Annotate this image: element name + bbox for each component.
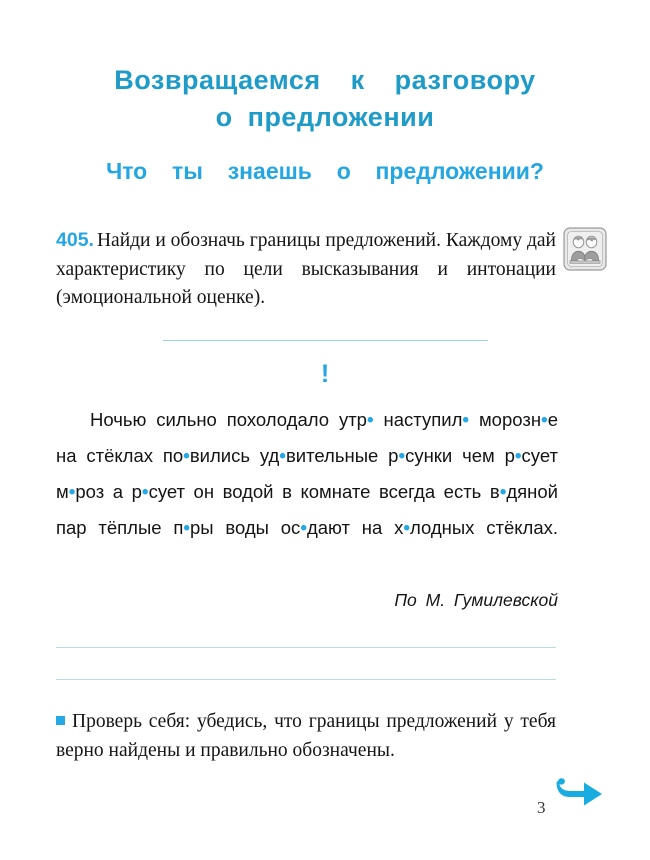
missing-letter-dot: •: [541, 410, 548, 431]
passage-segment: дяной пар тёплые п: [56, 481, 558, 538]
missing-letter-dot: •: [279, 446, 286, 467]
passage-segment: сунки чем р: [405, 445, 515, 466]
passage-segment: наступил: [373, 409, 463, 430]
passage-segment: сует он водой в комнате всегда есть в: [148, 481, 500, 502]
section-divider-rule: [163, 340, 488, 341]
square-bullet-icon: [56, 716, 65, 725]
passage-block: [56, 402, 558, 581]
passage-segment: е на стёклах по: [56, 409, 558, 466]
attention-exclamation-icon: !: [320, 360, 330, 388]
exercise-block: [56, 226, 556, 313]
writing-line-2: [56, 679, 556, 680]
exercise-instruction-text: Найди и обозначь границы предложений. Каждому дай характеристику по цели высказывания и интонации (эмоциональной оценке).: [56, 230, 556, 309]
passage-segment: лодных стёклах.: [409, 517, 559, 538]
page-title: [55, 62, 595, 137]
passage-attribution: По М. Гумилевской: [394, 590, 558, 610]
page-number: 3: [537, 798, 546, 817]
passage-segment: сует м: [56, 445, 558, 502]
page-title-line-2: о предложении: [215, 102, 435, 133]
missing-letter-dot: •: [141, 482, 149, 503]
exercise-instruction: [56, 226, 556, 313]
writing-line-1: [56, 647, 556, 648]
passage-segment: вились уд: [189, 445, 280, 466]
page-title-line-1: Возвращаемся к разговору: [114, 65, 536, 95]
passage-segment: Ночью сильно похолодало утр: [90, 409, 367, 430]
passage-segment: ры воды ос: [190, 517, 301, 538]
page-subtitle: Что ты знаешь о предложении?: [106, 158, 544, 184]
passage-text: [56, 402, 558, 581]
missing-letter-dot: •: [499, 482, 507, 503]
missing-letter-dot: •: [514, 446, 522, 467]
exercise-number: 405.: [56, 229, 94, 251]
self-check-text: Проверь себя: убедись, что границы предложений у тебя верно найдены и правильно обозначены.: [56, 711, 556, 761]
missing-letter-dot: •: [68, 482, 76, 503]
missing-letter-dot: •: [300, 518, 307, 539]
self-check-text-wrapper: [56, 708, 556, 765]
missing-letter-dot: •: [403, 518, 410, 539]
passage-segment: роз а р: [75, 481, 142, 502]
missing-letter-dot: •: [183, 446, 190, 467]
passage-segment: дают на х: [306, 517, 404, 538]
next-page-arrow-icon: [552, 776, 604, 812]
missing-letter-dot: •: [183, 518, 191, 539]
self-check-block: [56, 708, 556, 765]
missing-letter-dot: •: [366, 410, 374, 431]
missing-letter-dot: •: [462, 410, 470, 431]
passage-segment: вительные р: [285, 445, 399, 466]
passage-segment: морозн: [469, 409, 542, 430]
missing-letter-dot: •: [398, 446, 406, 467]
pair-work-icon: [563, 227, 607, 271]
